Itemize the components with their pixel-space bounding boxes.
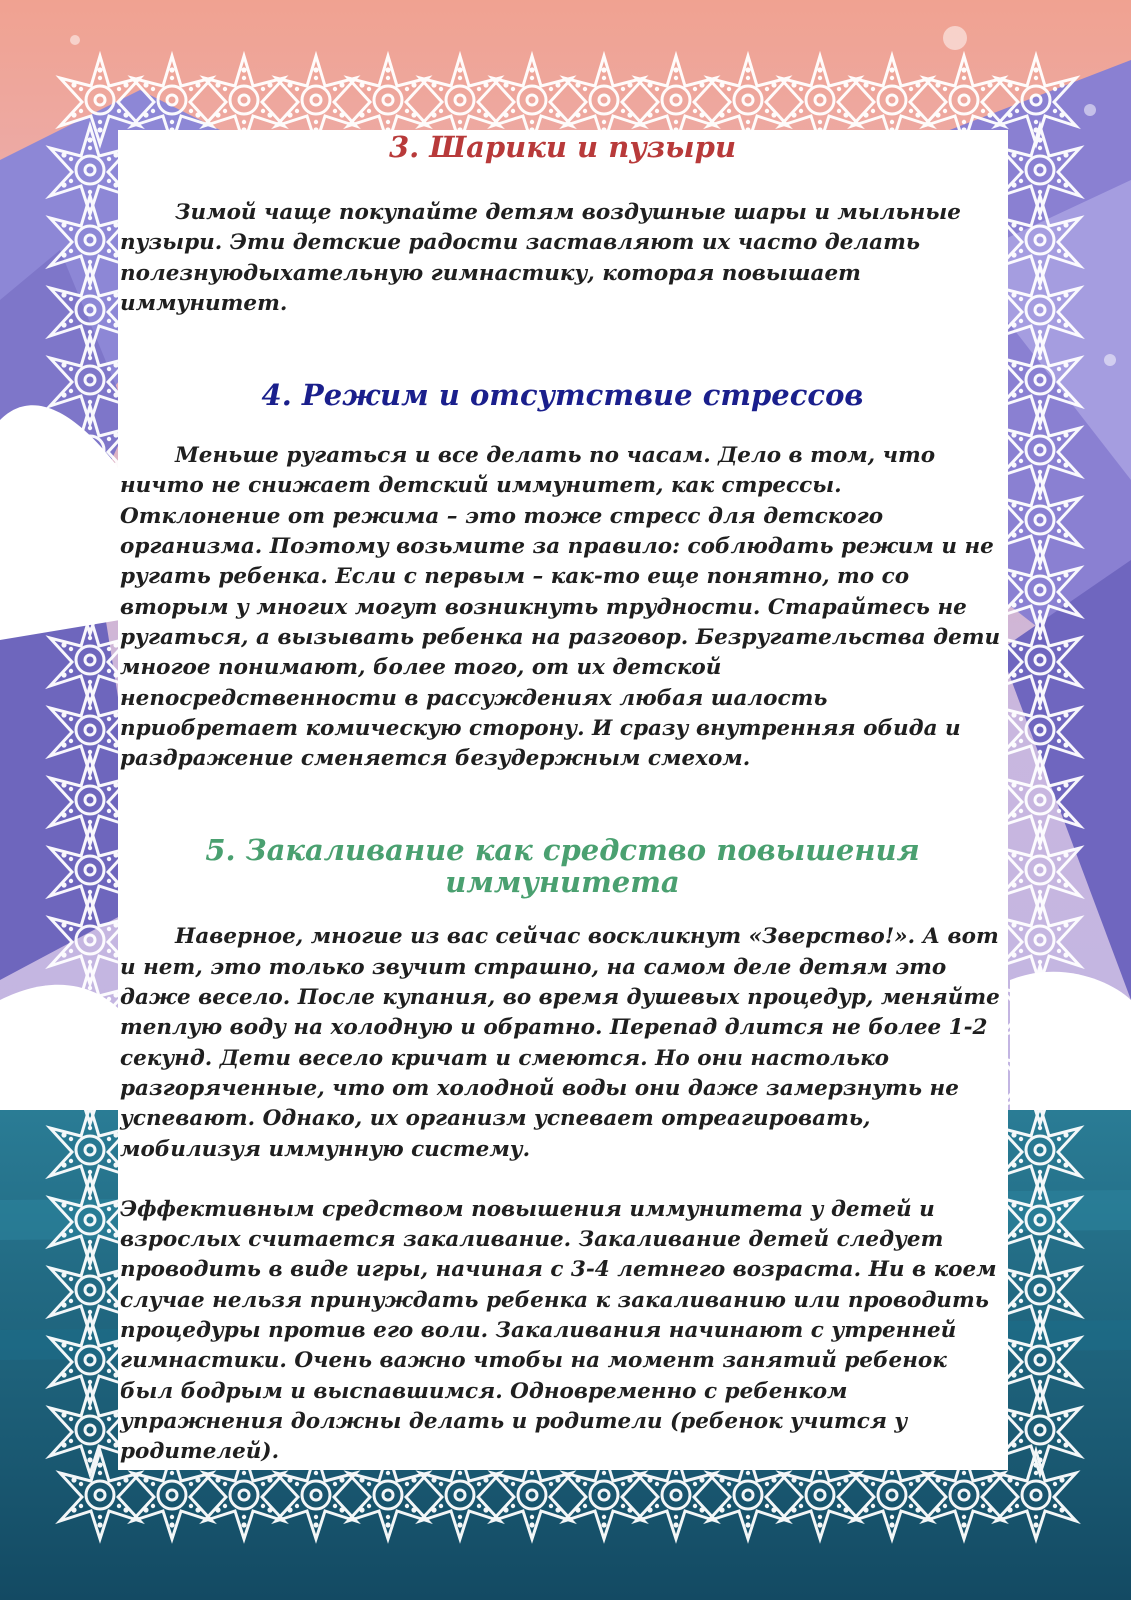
article-content	[120, 128, 1005, 1468]
paragraph-regime: Меньше ругаться и все делать по часам. Дело в том, что ничто не снижает детский иммунитет, как стрессы. Отклонение от режима – это тоже стресс для детского организма. Поэтому возьмите за правило: соблюдать режим и не ругать ребенка. Если с первым – как-то еще понятно, то со вторым у многих могут возникнуть трудности. Старайтесь не ругаться, а вызывать ребенка на разговор. Безругательства дети многое понимают, более того, от их детской непосредственности в рассуждениях любая шалость приобретает комическую сторону. И сразу внутренняя обида и раздражение сменяется безудержным смехом.	[120, 443, 1001, 772]
heading-hardening	[120, 834, 1005, 898]
paragraph-hardening-1: Наверное, многие из вас сейчас воскликнут «Зверство!». А вот и нет, это только звучит страшно, на самом деле детям это даже весело. После купания, во время душевых процедур, меняйте теплую воду на холодную и обратно. Перепад длится не более 1-2 секунд. Дети весело кричат и смеются. Но они настолько разгоряченные, что от холодной воды они даже замерзнуть не успевают. Однако, их организм успевает отреагировать, мобилизуя иммунную систему.	[120, 924, 1000, 1162]
paragraph-balloons: Зимой чаще покупайте детям воздушные шары и мыльные пузыри. Эти детские радости заставляют их часто делать полезнуюдыхательную гимнастику, которая повышает иммунитет.	[120, 200, 961, 316]
heading-hardening-line1: 5. Закаливание как средство повышения	[205, 833, 920, 868]
heading-hardening-line2: иммунитета	[445, 865, 680, 900]
heading-regime: 4. Режим и отсутствие стрессов	[261, 378, 864, 413]
heading-balloons: 3. Шарики и пузыри	[388, 130, 737, 164]
paragraph-hardening-2: Эффективным средством повышения иммунитета у детей и взрослых считается закаливание. Закаливание детей следует проводить в виде игры, начиная с 3-4 летнего возраста. Ни в коем случае нельзя принуждать ребенка к закаливанию или проводить процедуры против его воли. Закаливания начинают с утренней гимнастики. Очень важно чтобы на момент занятий ребенок был бодрым и выспавшимся. Одновременно с ребенком упражнения должны делать и родители (ребенок учится у родителей).	[120, 1196, 997, 1465]
